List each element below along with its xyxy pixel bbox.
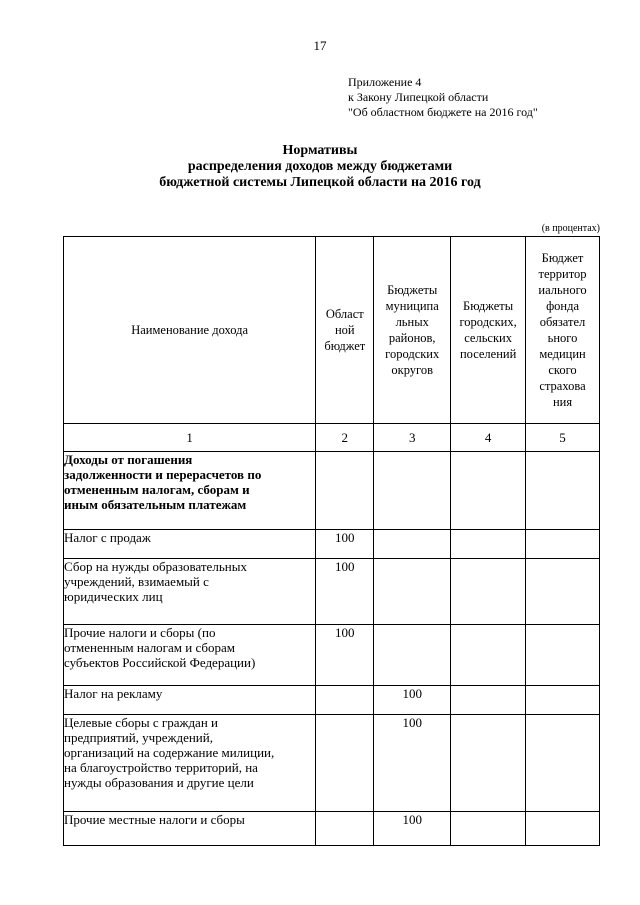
norm-value-cell <box>374 559 451 625</box>
norm-value-cell <box>526 715 600 812</box>
norm-value-cell <box>316 452 374 530</box>
column-header-text: фонда <box>546 299 580 313</box>
income-name-line: на благоустройство территорий, на <box>64 760 258 775</box>
table-row <box>64 452 600 530</box>
income-name-cell <box>64 715 316 812</box>
column-header-2 <box>316 237 374 424</box>
income-name-line: отмененным налогам, сборам и <box>64 482 250 497</box>
column-header-5 <box>526 237 600 424</box>
column-header-text: бюджет <box>324 339 366 353</box>
appendix-line: к Закону Липецкой области <box>348 90 489 104</box>
column-number: 4 <box>451 424 526 452</box>
income-name-line: юридических лиц <box>64 589 163 604</box>
table-row <box>64 559 600 625</box>
title-line: Нормативы <box>282 143 358 158</box>
column-header-text: обязател <box>539 315 586 329</box>
income-name-line: организаций на содержание милиции, <box>64 745 275 760</box>
income-name-line: нужды образования и другие цели <box>64 775 254 790</box>
units-note: (в процентах) <box>541 223 600 234</box>
column-header-text: иального <box>538 283 587 297</box>
norm-value-cell <box>526 530 600 559</box>
norm-value-cell <box>451 452 526 530</box>
column-header-text: районов, <box>388 331 436 345</box>
income-name-line: Доходы от погашения <box>64 452 193 467</box>
column-header-text: медицин <box>539 347 586 361</box>
column-number: 5 <box>526 424 600 452</box>
table-header-row <box>64 237 600 424</box>
norm-value-cell <box>316 715 374 812</box>
norm-value-cell <box>374 530 451 559</box>
column-header-text: Бюджеты <box>463 299 514 313</box>
document-title <box>0 143 640 191</box>
norm-value-cell <box>316 686 374 715</box>
norm-value-cell <box>451 559 526 625</box>
column-header-text: поселений <box>459 347 517 361</box>
income-name-cell <box>64 686 316 715</box>
income-name-line: предприятий, учреждений, <box>64 730 213 745</box>
income-name-cell <box>64 452 316 530</box>
income-name-line: Прочие налоги и сборы (по <box>64 625 216 640</box>
norm-value-cell <box>526 812 600 846</box>
income-name-line: задолженности и перерасчетов по <box>64 467 262 482</box>
norm-value-cell <box>451 812 526 846</box>
column-header-text: Област <box>325 307 364 321</box>
norm-value-cell <box>526 686 600 715</box>
norms-table-body <box>64 237 600 846</box>
column-number: 2 <box>316 424 374 452</box>
column-header-text: Наименование дохода <box>131 323 249 337</box>
income-name-cell <box>64 812 316 846</box>
norm-value-cell: 100 <box>316 530 374 559</box>
norm-value-cell <box>526 625 600 686</box>
income-name-line: Налог на рекламу <box>64 686 163 701</box>
norm-value-cell: 100 <box>374 686 451 715</box>
norm-value-cell <box>526 452 600 530</box>
norm-value-cell <box>451 530 526 559</box>
column-number: 1 <box>64 424 316 452</box>
column-header-1 <box>64 237 316 424</box>
table-row <box>64 715 600 812</box>
column-header-text: льных <box>395 315 429 329</box>
norm-value-cell: 100 <box>316 559 374 625</box>
income-name-line: субъектов Российской Федерации) <box>64 655 256 670</box>
column-header-text: ского <box>548 363 577 377</box>
column-header-3 <box>374 237 451 424</box>
income-name-line: Налог с продаж <box>64 530 151 545</box>
income-name-line: отмененным налогам и сборам <box>64 640 236 655</box>
norm-value-cell <box>526 559 600 625</box>
column-header-text: территор <box>538 267 587 281</box>
column-header-4 <box>451 237 526 424</box>
income-name-line: Целевые сборы с граждан и <box>64 715 218 730</box>
norm-value-cell <box>374 625 451 686</box>
column-header-text: городских, <box>459 315 517 329</box>
title-line: распределения доходов между бюджетами <box>187 159 453 174</box>
income-name-line: Прочие местные налоги и сборы <box>64 812 245 827</box>
income-name-line: иным обязательным платежам <box>64 497 247 512</box>
income-name-cell <box>64 625 316 686</box>
norm-value-cell: 100 <box>316 625 374 686</box>
table-row <box>64 530 600 559</box>
appendix-line: Приложение 4 <box>348 75 422 89</box>
column-number-row <box>64 424 600 452</box>
income-name-cell <box>64 559 316 625</box>
column-header-text: Бюджет <box>541 251 584 265</box>
column-header-text: округов <box>391 363 434 377</box>
norm-value-cell: 100 <box>374 812 451 846</box>
income-name-line: Сбор на нужды образовательных <box>64 559 247 574</box>
appendix-line: "Об областном бюджете на 2016 год" <box>348 105 538 119</box>
page-number: 17 <box>313 38 327 53</box>
norm-value-cell <box>451 686 526 715</box>
column-header-text: городских <box>385 347 440 361</box>
column-header-text: ьного <box>547 331 578 345</box>
column-header-text: страхова <box>539 379 586 393</box>
norms-table <box>63 236 600 846</box>
norm-value-cell: 100 <box>374 715 451 812</box>
column-header-text: ния <box>552 395 573 409</box>
appendix-note <box>348 75 538 120</box>
income-name-line: учреждений, взимаемый с <box>64 574 209 589</box>
column-header-text: сельских <box>464 331 512 345</box>
table-row <box>64 625 600 686</box>
title-line: бюджетной системы Липецкой области на 2016 год <box>159 175 481 190</box>
norm-value-cell <box>451 715 526 812</box>
income-name-cell <box>64 530 316 559</box>
column-number: 3 <box>374 424 451 452</box>
column-header-text: ной <box>334 323 355 337</box>
norm-value-cell <box>451 625 526 686</box>
norm-value-cell <box>374 452 451 530</box>
column-header-text: Бюджеты <box>387 283 438 297</box>
column-header-text: муниципа <box>385 299 439 313</box>
table-row <box>64 686 600 715</box>
norm-value-cell <box>316 812 374 846</box>
table-row <box>64 812 600 846</box>
